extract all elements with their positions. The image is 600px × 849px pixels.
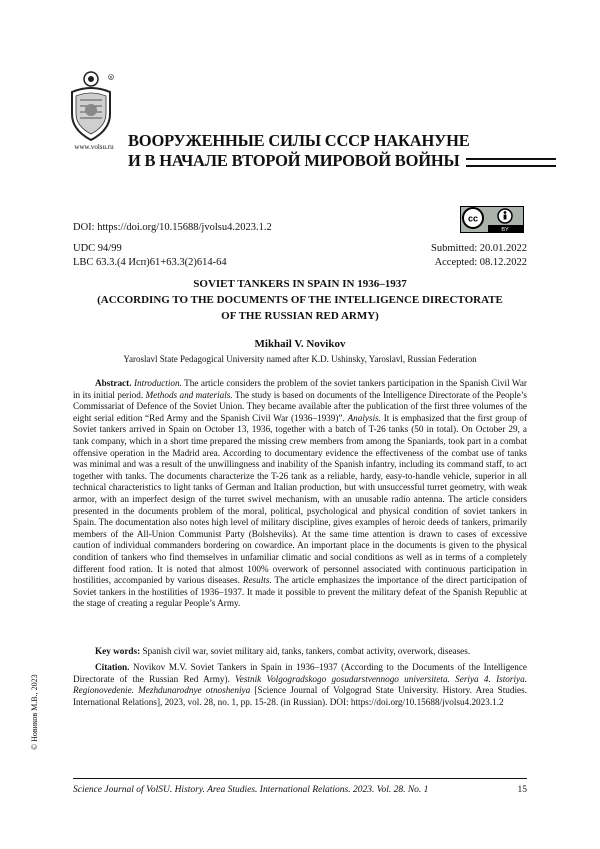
keywords-label: Key words: — [95, 646, 141, 656]
results-label: Results. — [242, 575, 272, 586]
methods-text: The study is based on documents of the Intelligence Directorate of the People’s Commissariat of Defence of the Soviet Union. They became available after the publication of the first three volumes of the eight serial edition “Red Army and the Spanish Civil War (1936–1939)”. — [73, 389, 527, 423]
citation-text-2: [Science Journal of Volgograd State University. History. Area Studies. International Relations], 2023, vol. 28, no. 1, pp. 15-28. (in Russian). DOI: https://doi.org/10.15688/jvolsu4.2023.1.2 — [73, 685, 527, 707]
analysis-label: Analysis. — [347, 412, 381, 423]
citation-journal: Vestnik Volgogradskogo gosudarstvennogo universiteta. Seriya 4. Istoriya. Regionovedenie. Mezhdunarodnye otnosheniya — [73, 673, 527, 696]
svg-text:R: R — [109, 75, 113, 80]
lbc-code: LBC 63.3.(4 Исп)61+63.3(2)614-64 — [73, 257, 227, 268]
article-title-line3: OF THE RUSSIAN RED ARMY) — [221, 310, 379, 322]
intro-text: The article considers the problem of the soviet tankers participation in the Spanish Civil War in its initial period. — [73, 378, 527, 400]
citation-text-1: Novikov M.V. Soviet Tankers in Spain in 1936–1937 (According to the Documents of the Intelligence Directorate of the Russian Red Army). — [73, 662, 527, 684]
abstract — [73, 378, 527, 610]
journal-title-line1: ВООРУЖЕННЫЕ СИЛЫ СССР НАКАНУНЕ — [128, 131, 470, 150]
author-name: Mikhail V. Novikov — [254, 338, 346, 350]
keywords-text: Spanish civil war, soviet military aid, tanks, tankers, combat activity, overwork, diseases. — [140, 646, 471, 656]
article-title-line2: (ACCORDING TO THE DOCUMENTS OF THE INTELLIGENCE DIRECTORATE — [97, 294, 503, 306]
license-by-label: BY — [501, 227, 509, 233]
university-emblem-icon — [66, 70, 116, 150]
intro-label: Introduction. — [133, 378, 182, 388]
analysis-text: It is emphasized that the first group of Soviet tankers arrived in Spain on October 13, 1936, together with a batch of T-26 tanks (50 in total). On October 29, a tank company, which in a short time prepared the missing crew members from among the Spaniards, took part in a combat offensive operation in the Madrid area. According to documentary evidence the effectiveness of the combat use of tanks was minimal and was a result of the unwillingness and inability of the Spanish infantry, including its command staff, to act together with tanks. The documents characterize the T-26 tank as a reliable, hardy, easy-to-handle vehicle, superior in all technical characteristics to light tanks of German and Italian production, but with unsuccessful turret geometry, with weak armor, with an imperfect design of the turret swivel mechanism, with an unusable radio antenna. The article considers presented in the documents problem of the moral, political, psychological and physical condition of soviet tankers in Spain. The documentation also notes high level of military discipline, gives examples of heroic deeds of tankers, primarily members of the All-Union Communist Party (Bolsheviks). At the same time attention is drawn to cases of excessive caution of individual commanders bordering on cowardice. An important place in the documents is given to the physical condition of tankers who find themselves in unfamiliar climatic and social conditions as well as in terms of a completely different food ration. It is noted that almost 100% overwork of personnel associated with continuous participation in hostilities, accompanied by various diseases. — [73, 412, 528, 586]
citation-label: Citation. — [95, 662, 130, 672]
article-title-line1: SOVIET TANKERS IN SPAIN IN 1936–1937 — [193, 278, 407, 290]
article-title — [73, 276, 527, 324]
footer-divider — [73, 778, 527, 779]
submitted-date: Submitted: 20.01.2022 — [431, 243, 527, 254]
classification-codes — [73, 242, 227, 270]
journal-section-title — [128, 131, 556, 171]
logo-url: www.volsu.ru — [74, 143, 114, 151]
svg-text:cc: cc — [467, 213, 479, 224]
citation — [73, 662, 527, 708]
accepted-date: Accepted: 08.12.2022 — [434, 257, 527, 268]
udc-code: UDC 94/99 — [73, 243, 122, 254]
results-text: The article emphasizes the importance of the direct participation of Soviet tankers in the hostilities of 1936–1937. It made it possible to prevent the military defeat of the Spanish Republic at the stage of creating a regular People’s Army. — [73, 575, 527, 609]
footer-journal: Science Journal of VolSU. History. Area Studies. International Relations. 2023. Vol. 28. No. 1 — [73, 785, 429, 795]
copyright-notice: © Новиков М.В., 2023 — [30, 674, 39, 750]
title-double-rule — [466, 158, 556, 167]
methods-label: Methods and materials. — [145, 389, 233, 400]
submission-dates — [431, 242, 527, 270]
page-number: 15 — [517, 785, 527, 795]
doi-link[interactable]: DOI: https://doi.org/10.15688/jvolsu4.2023.1.2 — [73, 222, 272, 233]
journal-title-line2: И В НАЧАЛЕ ВТОРОЙ МИРОВОЙ ВОЙНЫ — [128, 151, 460, 170]
cc-by-license-icon — [460, 206, 524, 233]
abstract-label: Abstract. — [95, 378, 132, 388]
author-affiliation: Yaroslavl State Pedagogical University named after K.D. Ushinsky, Yaroslavl, Russian Federation — [123, 354, 477, 364]
keywords — [73, 646, 527, 658]
